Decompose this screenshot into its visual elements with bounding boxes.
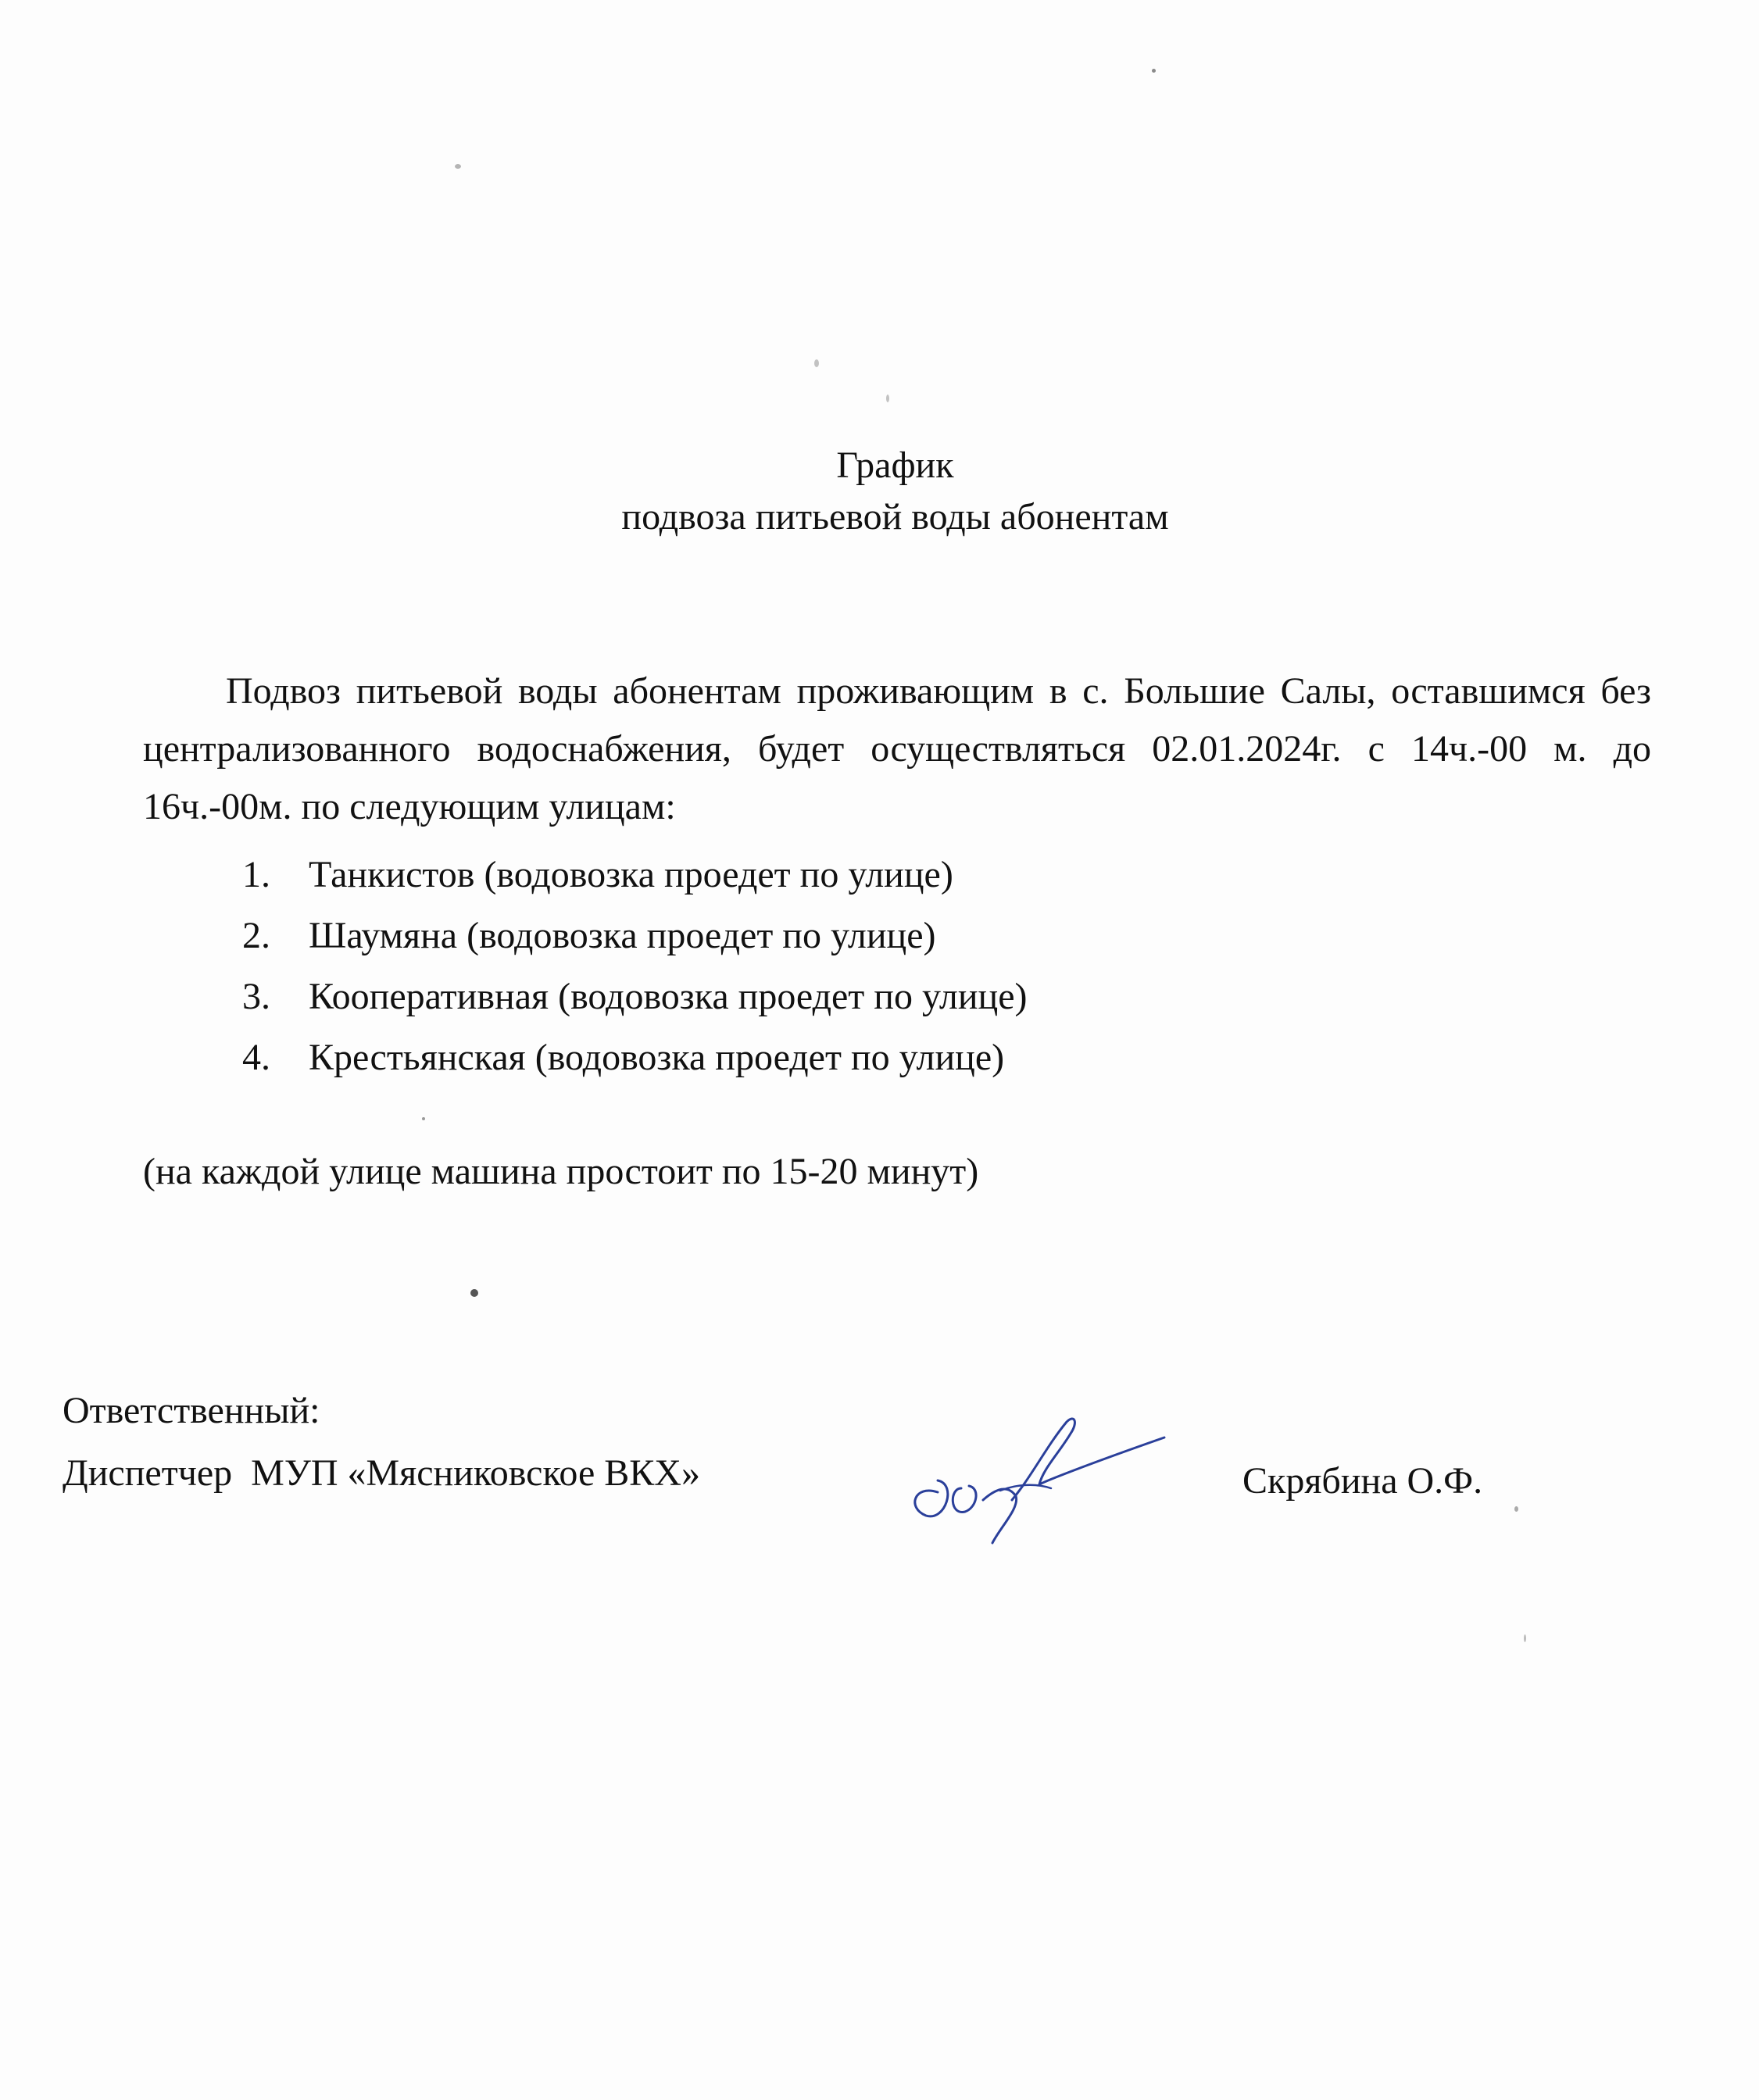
- responsible-label: Ответственный:: [63, 1390, 320, 1431]
- list-item-text: Крестьянская (водовозка проедет по улице): [309, 1037, 1005, 1078]
- list-item: [242, 1027, 1027, 1088]
- document-title: График: [836, 445, 954, 486]
- list-item: [242, 966, 1027, 1027]
- document-subtitle: подвоза питьевой воды абонентам: [621, 496, 1169, 538]
- scan-speck: [1514, 1506, 1518, 1512]
- list-item: [242, 905, 1027, 966]
- list-item-number: 1.: [242, 854, 270, 895]
- handwritten-signature: [883, 1391, 1180, 1547]
- main-paragraph: Подвоз питьевой воды абонентам проживающим в с. Большие Салы, оставшимся без централизованного водоснабжения, будет осуществляться 02.01.2024г. с 14ч.-00 м. до 16ч.-00м. по следующим улицам:: [143, 670, 1651, 827]
- scan-speck: [422, 1117, 425, 1120]
- responsible-name: Скрябина О.Ф.: [1242, 1460, 1483, 1502]
- scan-speck: [1524, 1634, 1526, 1642]
- list-item-number: 3.: [242, 976, 270, 1017]
- list-item: [242, 845, 1027, 905]
- scan-speck: [1152, 69, 1156, 73]
- scan-speck: [470, 1289, 478, 1297]
- scan-speck: [886, 395, 889, 402]
- list-item-text: Танкистов (водовозка проедет по улице): [309, 854, 953, 895]
- list-item-text: Шаумяна (водовозка проедет по улице): [309, 915, 936, 956]
- street-list: [242, 845, 1027, 1088]
- list-item-number: 2.: [242, 915, 270, 956]
- scan-speck: [455, 164, 461, 169]
- responsible-position: Диспетчер МУП «Мясниковское ВКХ»: [63, 1452, 700, 1494]
- duration-note: (на каждой улице машина простоит по 15-20 минут): [143, 1151, 979, 1192]
- list-item-number: 4.: [242, 1037, 270, 1078]
- scan-speck: [814, 359, 819, 367]
- list-item-text: Кооперативная (водовозка проедет по улице): [309, 976, 1028, 1017]
